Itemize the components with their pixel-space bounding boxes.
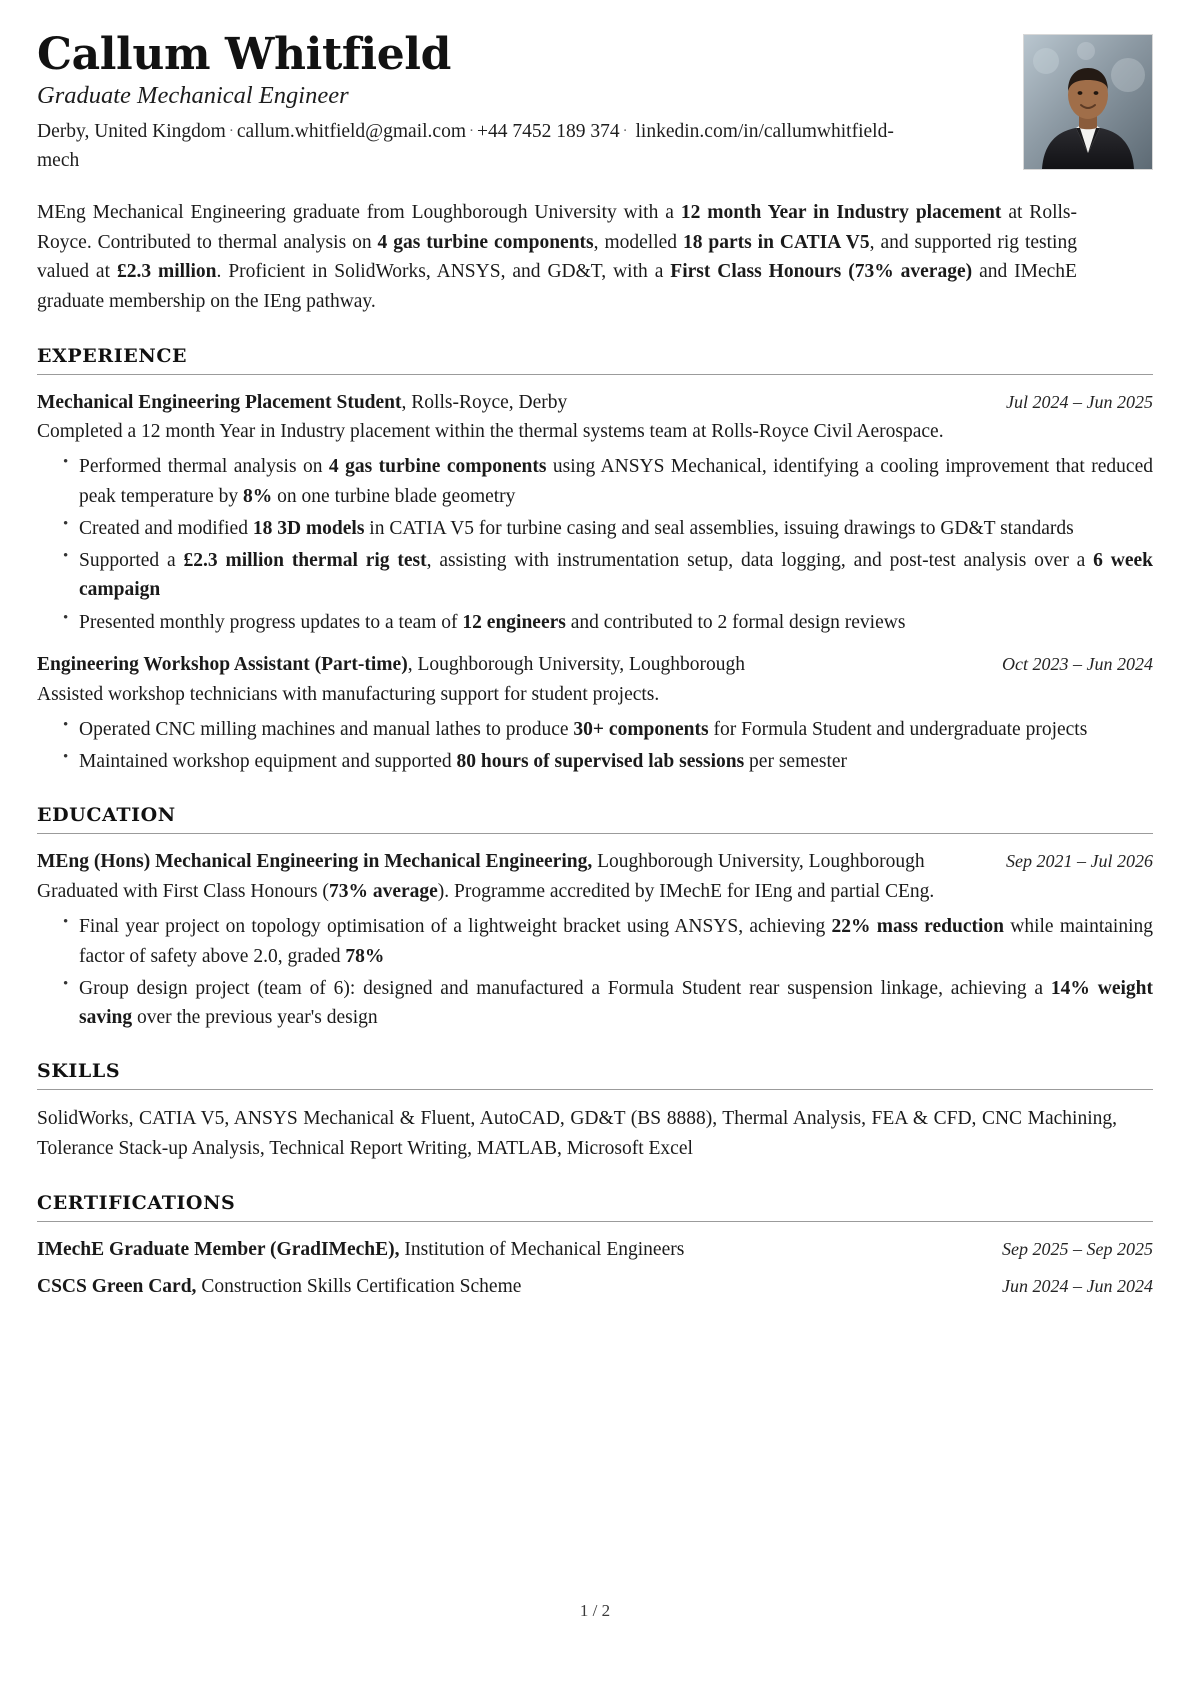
certification-date: Sep 2025 – Sep 2025 [1002, 1238, 1153, 1259]
certification-title-run-0: CSCS Green Card, [37, 1276, 197, 1298]
section-title-experience: EXPERIENCE [37, 344, 188, 367]
certification-date: Jun 2024 – Jun 2024 [1002, 1276, 1153, 1297]
certification-row [37, 1236, 1153, 1264]
education-entry-description-run-1: 73% average [328, 881, 438, 903]
skills-list: SolidWorks, CATIA V5, ANSYS Mechanical & Fluent, AutoCAD, GD&T (BS 8888), Thermal Analysis, FEA & CFD, CNC Machining, Tolerance Stack-up Analysis, Technical Report Writing, MATLAB, Microsoft Excel [37, 1108, 1117, 1159]
certification-title [37, 1273, 986, 1301]
contact-location: Derby, United Kingdom [37, 120, 226, 142]
list-item [63, 608, 1153, 637]
education-entry-date: Sep 2021 – Jul 2026 [1006, 851, 1153, 872]
bullet-run-2: in CATIA V5 for turbine casing and seal assemblies, issuing drawings to GD&T standards [364, 517, 1074, 539]
section-divider-experience [37, 374, 1153, 375]
professional-summary-run-9: First Class Honours (73% average) [670, 261, 973, 283]
section-title-certifications: CERTIFICATIONS [37, 1191, 236, 1214]
experience-entry-date: Oct 2023 – Jun 2024 [1002, 653, 1153, 674]
bullet-run-2: over the previous year's design [132, 1007, 378, 1029]
bullet-run-2: while maintaining factor of safety above 2.0, graded [79, 916, 1153, 967]
education-entry-header [37, 848, 1153, 876]
section-divider-certifications [37, 1221, 1153, 1222]
contact-email[interactable]: callum.whitfield@gmail.com [236, 120, 466, 142]
professional-summary-run-3: 4 gas turbine components [377, 231, 594, 253]
education-entry [37, 848, 1153, 1032]
bullet-run-1: 4 gas turbine components [328, 456, 547, 478]
bullet-run-2: for Formula Student and undergraduate projects [708, 718, 1088, 740]
bullet-run-0: Performed thermal analysis on [79, 456, 329, 478]
experience-entry-description-run-0: Assisted workshop technicians with manufacturing support for student projects. [37, 683, 660, 705]
education-entry-description-run-0: Graduated with First Class Honours ( [37, 881, 329, 903]
professional-summary-run-4: , modelled [593, 231, 683, 253]
bullet-run-1: 22% mass reduction [831, 916, 1004, 938]
experience-entry-title [37, 651, 986, 679]
section-divider-education [37, 833, 1153, 834]
education-entry-bullets [37, 912, 1153, 1032]
certification-title-run-1: Institution of Mechanical Engineers [399, 1238, 685, 1260]
section-education [37, 804, 1153, 1032]
contact-separator-1: · [228, 122, 234, 139]
experience-entry-title-run-0: Mechanical Engineering Placement Student [37, 391, 402, 413]
experience-entry-description-run-0: Completed a 12 month Year in Industry placement within the thermal systems team at Rolls-Royce Civil Aerospace. [37, 421, 944, 443]
bullet-run-1: 14% weight saving [79, 977, 1153, 1029]
section-skills [37, 1060, 1153, 1163]
section-title-skills: SKILLS [37, 1060, 121, 1083]
contact-separator-2: · [469, 122, 474, 139]
experience-entry-title-run-1: , Rolls-Royce, Derby [401, 391, 568, 413]
certification-row [37, 1273, 1153, 1301]
professional-summary-run-2: at Rolls-Royce. Contributed to thermal analysis on [37, 202, 1077, 253]
contact-separator-3: · [622, 122, 628, 139]
list-item [63, 715, 1153, 744]
bullet-run-0: Maintained workshop equipment and supported [79, 751, 457, 773]
education-entry-description-run-2: ). Programme accredited by IMechE for IEng and partial CEng. [437, 881, 935, 903]
professional-summary-run-10: and IMechE graduate membership on the IEng pathway. [37, 261, 1077, 312]
page-title: Callum Whitfield [37, 29, 451, 80]
experience-entry [37, 389, 1153, 637]
page-footer: 1 / 2 [579, 1601, 611, 1620]
list-item [63, 452, 1153, 511]
list-item [63, 546, 1153, 605]
certification-title [37, 1236, 986, 1264]
profile-photo-icon [1024, 35, 1152, 169]
contact-line [37, 118, 917, 176]
bullet-run-1: 80 hours of supervised lab sessions [456, 751, 745, 773]
bullet-run-2: , assisting with instrumentation setup, data logging, and post-test analysis over a [426, 550, 1094, 572]
bullet-run-1: 12 engineers [462, 611, 566, 633]
professional-summary-run-0: MEng Mechanical Engineering graduate from Loughborough University with a [37, 202, 681, 223]
bullet-run-2: and contributed to 2 formal design reviews [565, 611, 906, 633]
experience-entry [37, 651, 1153, 776]
list-item [63, 912, 1153, 971]
experience-entry-description [37, 680, 1153, 709]
experience-entry-header [37, 389, 1153, 417]
section-title-education: EDUCATION [37, 804, 176, 827]
experience-entry-title [37, 389, 990, 417]
professional-summary-run-8: . Proficient in SolidWorks, ANSYS, and GD&T, with a [216, 261, 671, 283]
education-entry-title [37, 848, 990, 876]
avatar [1023, 34, 1153, 170]
section-divider-skills [37, 1089, 1153, 1090]
education-entry-description [37, 877, 1153, 906]
resume-sections [37, 345, 1153, 1033]
bullet-run-0: Operated CNC milling machines and manual lathes to produce [79, 718, 574, 740]
list-item [63, 974, 1153, 1033]
bullet-run-1: 18 3D models [252, 517, 365, 539]
professional-summary-run-7: £2.3 million [116, 261, 217, 283]
resume-header [37, 30, 1153, 180]
experience-entry-bullets [37, 452, 1153, 637]
contact-phone[interactable]: +44 7452 189 374 [477, 120, 620, 142]
bullet-run-0: Supported a [79, 550, 184, 572]
experience-entry-bullets [37, 715, 1153, 777]
contact-linkedin[interactable]: linkedin.com/in/callumwhitfield-mech [37, 120, 894, 171]
bullet-run-0: Group design project (team of 6): designed and manufactured a Formula Student rear suspension linkage, achieving a [79, 977, 1051, 999]
certification-title-run-1: Construction Skills Certification Scheme [196, 1276, 522, 1298]
section-certifications [37, 1192, 1153, 1301]
experience-entry-title-run-1: , Loughborough University, Loughborough [407, 653, 745, 675]
bullet-run-0: Created and modified [79, 517, 253, 539]
bullet-run-3: 6 week campaign [79, 550, 1153, 601]
education-entry-title-run-1: Loughborough University, Loughborough [592, 851, 925, 873]
certifications-list [37, 1236, 1153, 1301]
bullet-run-2: per semester [744, 751, 848, 773]
section-experience [37, 345, 1153, 777]
education-entry-title-run-0: MEng (Hons) Mechanical Engineering in Mechanical Engineering, [37, 851, 593, 873]
professional-summary-run-6: , and supported rig testing valued at [37, 231, 1077, 283]
professional-summary-run-1: 12 month Year in Industry placement [680, 202, 1002, 223]
professional-summary-run-5: 18 parts in CATIA V5 [682, 231, 870, 253]
bullet-run-0: Presented monthly progress updates to a team of [79, 611, 463, 633]
bullet-run-3: 8% [243, 485, 273, 507]
bullet-run-0: Final year project on topology optimisation of a lightweight bracket using ANSYS, achieving [79, 916, 832, 938]
bullet-run-2: using ANSYS Mechanical, identifying a cooling improvement that reduced peak temperature by [79, 456, 1153, 507]
certification-title-run-0: IMechE Graduate Member (GradIMechE), [37, 1238, 400, 1260]
bullet-run-3: 78% [345, 945, 385, 967]
bullet-run-1: 30+ components [573, 718, 709, 740]
job-headline: Graduate Mechanical Engineer [37, 82, 349, 110]
bullet-run-1: £2.3 million thermal rig test [183, 550, 427, 572]
experience-entry-date: Jul 2024 – Jun 2025 [1006, 391, 1153, 412]
list-item [63, 747, 1153, 776]
bullet-run-4: on one turbine blade geometry [272, 485, 516, 507]
experience-entry-description [37, 417, 1153, 446]
list-item [63, 514, 1153, 543]
experience-entry-header [37, 651, 1153, 679]
experience-entry-title-run-0: Engineering Workshop Assistant (Part-time) [37, 653, 408, 675]
professional-summary [37, 198, 1077, 317]
